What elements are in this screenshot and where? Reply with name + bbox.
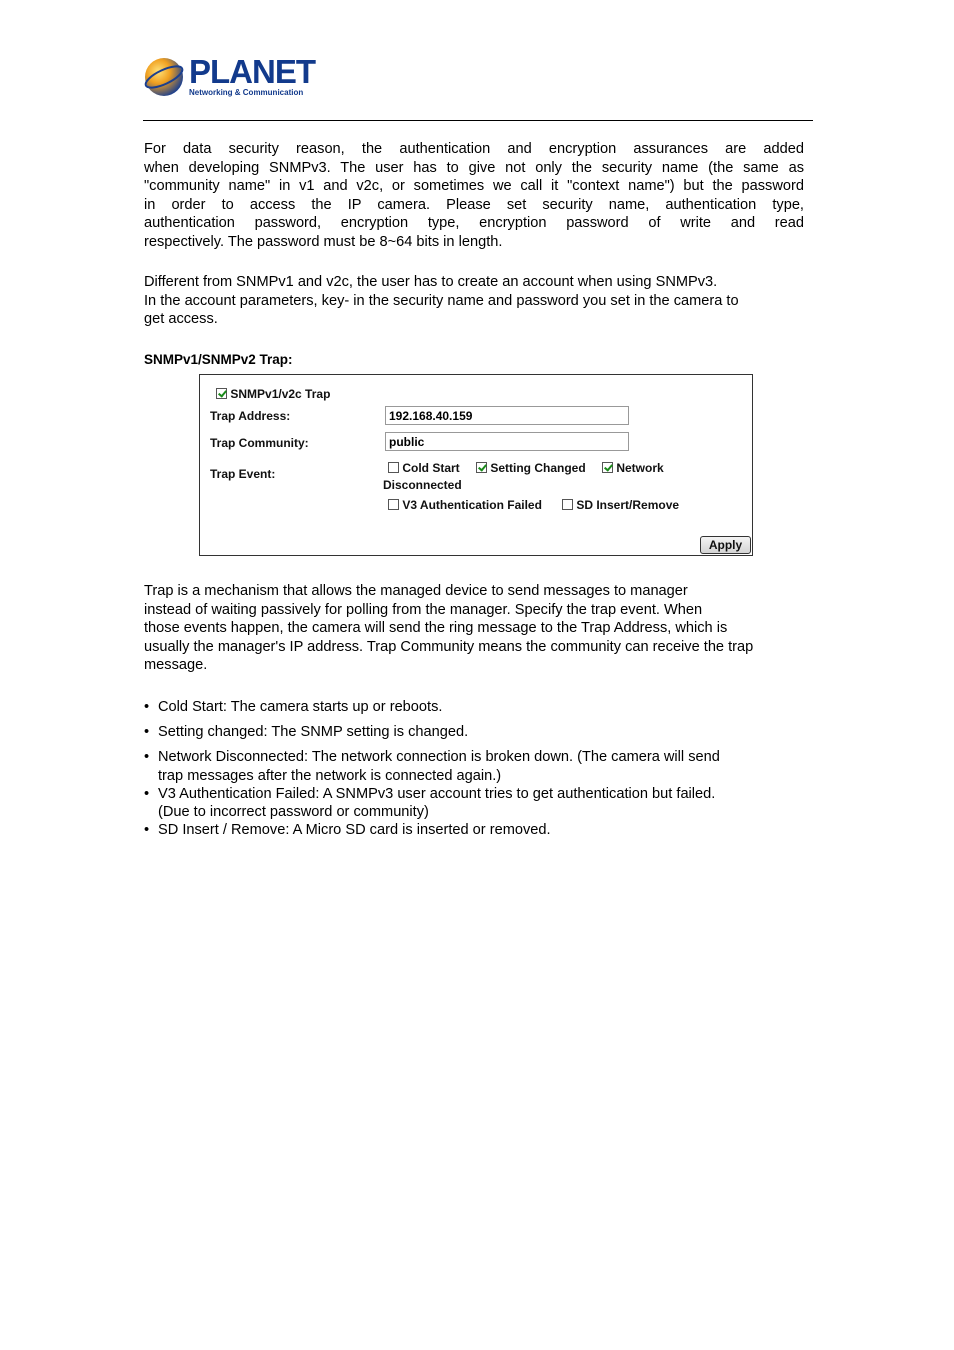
cold-start-checkbox[interactable] [388,462,399,473]
network-checkbox[interactable] [602,462,613,473]
trap-event-list [144,698,804,839]
list-item: • V3 Authentication Failed: A SNMPv3 user account tries to get authentication but failed. (Due to incorrect password or community) [144,785,804,821]
event-setting-changed[interactable]: Setting Changed [476,461,586,475]
trap-community-input[interactable] [385,432,629,451]
event-sd-insert-remove[interactable]: SD Insert/Remove [562,498,679,512]
list-item: • SD Insert / Remove: A Micro SD card is inserted or removed. [144,821,804,839]
apply-button[interactable]: Apply [700,536,751,554]
trap-address-label: Trap Address: [210,409,291,423]
event-v3-auth-failed[interactable]: V3 Authentication Failed [388,498,542,512]
account-paragraph: Different from SNMPv1 and v2c, the user has to create an account when using SNMPv3. In the account parameters, key- in the security name and password you set in the camera to get access. [144,274,739,327]
list-item: • Cold Start: The camera starts up or reboots. [144,698,804,716]
brand-tagline: Networking & Communication [189,88,304,97]
setting-changed-checkbox[interactable] [476,462,487,473]
trap-address-input[interactable] [385,406,629,425]
trap-description: Trap is a mechanism that allows the managed device to send messages to manager instead of waiting passively for polling from the manager. Specify the trap event. When those events happen, the camera will send the ring message to the Trap Address, which is usually the manager's IP address. Trap Community means the community can receive the trap message. [144,583,754,673]
list-item: • Setting changed: The SNMP setting is changed. [144,723,804,741]
enable-trap-checkbox[interactable] [216,388,227,399]
list-item: • Network Disconnected: The network connection is broken down. (The camera will send trap messages after the network is connected again.) [144,748,804,784]
trap-community-label: Trap Community: [210,436,309,450]
intro-paragraph: For data security reason, the authentication and encryption assurances are added when developing SNMPv3. The user has to give not only the security name (the same as "community name" in v1 and v2c, or sometimes we call it "context name") but the password in order to access the IP camera. Please set security name, authentication type, authentication password, encryption type, encryption password of write and read respectively. The password must be 8~64 bits in length. [144,141,804,250]
network-disconnected-label: Disconnected [383,478,462,492]
globe-icon [143,56,185,98]
trap-event-label: Trap Event: [210,467,276,481]
event-network[interactable]: Network [602,461,664,475]
sd-insert-remove-checkbox[interactable] [562,499,573,510]
planet-logo [143,53,315,101]
header-divider [143,120,813,121]
snmp-trap-panel [199,374,753,556]
enable-trap-label: SNMPv1/v2c Trap [230,387,331,401]
event-cold-start[interactable]: Cold Start [388,461,460,475]
v3-auth-failed-checkbox[interactable] [388,499,399,510]
enable-trap-row [216,387,330,401]
brand-name: PLANET [189,53,315,90]
section-heading: SNMPv1/SNMPv2 Trap: [144,352,293,367]
